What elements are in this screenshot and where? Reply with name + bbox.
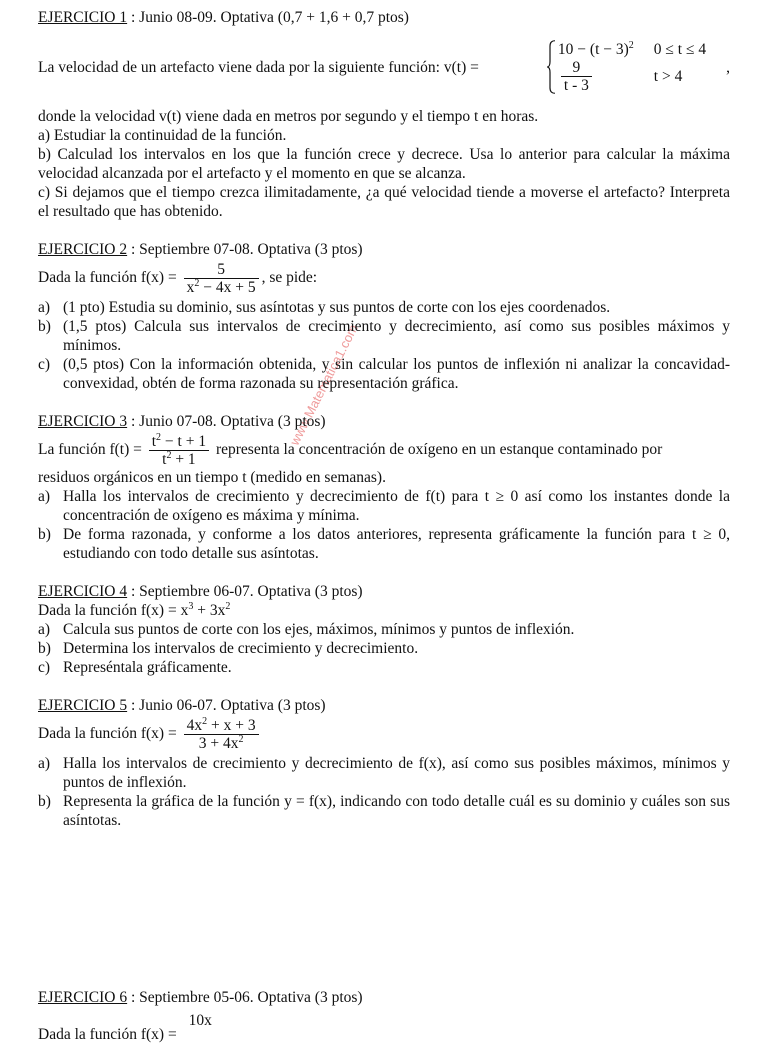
exercise-3-source: : Junio 07-08. Optativa (3 ptos) xyxy=(127,413,326,430)
exercise-2-fraction xyxy=(184,261,259,296)
exercise-5-source: : Junio 06-07. Optativa (3 ptos) xyxy=(127,697,326,714)
piecewise-table xyxy=(558,40,712,94)
piece-row-1 xyxy=(558,40,712,59)
exercise-1-source: : Junio 08-09. Optativa (0,7 + 1,6 + 0,7 ptos) xyxy=(127,9,409,26)
exercise-1-intro: La velocidad de un artefacto viene dada por la siguiente función: v(t) = xyxy=(38,58,479,76)
exercise-1-units: donde la velocidad v(t) viene dada en metros por segundo y el tiempo t en horas. xyxy=(38,108,539,125)
piece-1-expression: $10 - (t - 3)^2$ xyxy=(557,40,634,58)
exercise-5-intro: Dada la función f(x) = xyxy=(38,725,177,743)
exercise-3-numerator: $t^2 - t + 1$ xyxy=(151,432,207,450)
exercise-6-numerator: 10x xyxy=(188,1012,212,1029)
exercise-2-outro: , se pide: xyxy=(261,269,318,287)
exercise-4-number: EJERCICIO 4 xyxy=(38,583,128,600)
list-item: a) Calcula sus puntos de corte con los ejes, máximos, mínimos y puntos de inflexión. xyxy=(38,621,575,638)
exercise-5 xyxy=(38,696,730,830)
exercise-1 xyxy=(38,8,730,221)
piece-2-expression xyxy=(558,59,640,94)
list-item: b) Determina los intervalos de crecimiento y decrecimiento. xyxy=(38,640,419,657)
piece-2-numerator: 9 xyxy=(572,59,581,76)
exercise-3 xyxy=(38,412,730,563)
exercise-sheet xyxy=(38,8,730,1043)
exercise-6-number: EJERCICIO 6 xyxy=(38,989,128,1006)
left-brace-icon xyxy=(546,40,556,94)
exercise-6-intro: Dada la función f(x) = xyxy=(38,1026,177,1043)
exercise-2-statement xyxy=(38,261,730,296)
exercise-3-items xyxy=(38,487,730,563)
exercise-3-denominator: $t^2 + 1$ xyxy=(149,450,209,468)
list-item: b) De forma razonada, y conforme a los datos anteriores, representa gráficamente la función para t ≥ 0, estudiando con todo detalle sus asíntotas. xyxy=(38,526,730,562)
exercise-1-item-c: c) Si dejamos que el tiempo crezca ilimitadamente, ¿a qué velocidad tiende a moverse el artefacto? Interpreta el resultado que has obtenido. xyxy=(38,184,730,220)
watermark: www.Matematica1.com xyxy=(286,321,361,448)
exercise-2-items xyxy=(38,298,730,393)
exercise-4-items xyxy=(38,620,730,677)
list-item: a) (1 pto) Estudia su dominio, sus asíntotas y sus puntos de corte con los ejes coordenados. xyxy=(38,299,611,316)
exercise-3-intro: La función f(t) = xyxy=(38,441,142,459)
exercise-1-statement xyxy=(38,27,730,107)
piece-row-2 xyxy=(558,59,712,94)
exercise-2-header xyxy=(38,240,730,259)
exercise-2-intro: Dada la función f(x) = xyxy=(38,269,177,287)
exercise-6-source: : Septiembre 05-06. Optativa (3 ptos) xyxy=(127,989,363,1006)
piecewise-trailing-comma: , xyxy=(726,58,730,76)
exercise-3-header xyxy=(38,412,730,431)
exercise-3-number: EJERCICIO 3 xyxy=(38,413,128,430)
piece-2-denominator: t - 3 xyxy=(561,76,592,94)
exercise-5-number: EJERCICIO 5 xyxy=(38,697,128,714)
exercise-2-denominator: $x^2 - 4x + 5$ xyxy=(184,278,259,296)
exercise-2 xyxy=(38,240,730,393)
exercise-5-denominator: $3 + 4x^2$ xyxy=(184,734,259,752)
exercise-6-statement xyxy=(38,1011,730,1044)
exercise-4-source: : Septiembre 06-07. Optativa (3 ptos) xyxy=(127,583,363,600)
exercise-5-statement xyxy=(38,717,730,752)
exercise-5-header xyxy=(38,696,730,715)
exercise-1-number: EJERCICIO 1 xyxy=(38,9,128,26)
list-item: b) Representa la gráfica de la función y = f(x), indicando con todo detalle cuál es su dominio y cuáles son sus asíntotas. xyxy=(38,793,730,829)
piece-1-condition: 0 ≤ t ≤ 4 xyxy=(653,41,707,58)
piecewise-function xyxy=(546,40,712,94)
list-item: a) Halla los intervalos de crecimiento y decrecimiento de f(x), así como sus posibles máximos, mínimos y puntos de inflexión. xyxy=(38,755,730,791)
exercise-6-header xyxy=(38,988,730,1007)
exercise-4-header xyxy=(38,582,730,601)
exercise-2-source: : Septiembre 07-08. Optativa (3 ptos) xyxy=(127,241,363,258)
exercise-2-numerator: 5 xyxy=(217,261,225,278)
piece-2-condition: t > 4 xyxy=(653,68,683,85)
exercise-1-item-a: a) Estudiar la continuidad de la función. xyxy=(38,127,287,144)
exercise-1-header xyxy=(38,8,730,27)
exercise-3-statement xyxy=(38,433,730,468)
exercise-1-item-b: b) Calculad los intervalos en los que la función crece y decrece. Usa lo anterior para calcular la máxima velocidad alcanzada por el artefacto y el momento en que se alcanza. xyxy=(38,146,730,182)
exercise-3-fraction xyxy=(149,433,209,468)
exercise-5-numerator: $4x^2 + x + 3$ xyxy=(186,716,256,734)
exercise-4 xyxy=(38,582,730,677)
list-item: b) (1,5 ptos) Calcula sus intervalos de crecimiento y decrecimiento, así como sus posibles máximos y mínimos. xyxy=(38,318,730,354)
exercise-3-line2: residuos orgánicos en un tiempo t (medido en semanas). xyxy=(38,469,386,486)
exercise-5-fraction xyxy=(184,717,259,752)
exercise-2-number: EJERCICIO 2 xyxy=(38,241,128,258)
list-item: c) (0,5 ptos) Con la información obtenida, y sin calcular los puntos de inflexión ni analizar la concavidad-convexidad, obtén de forma razonada su representación gráfica. xyxy=(38,356,730,392)
piece-2-fraction xyxy=(561,59,592,94)
exercise-4-statement: Dada la función $f(x) = x^3 + 3x^2$ xyxy=(38,601,231,619)
exercise-5-items xyxy=(38,754,730,830)
exercise-3-outro: representa la concentración de oxígeno en un estanque contaminado por xyxy=(215,441,663,459)
exercise-6 xyxy=(38,988,730,1044)
list-item: c) Represéntala gráficamente. xyxy=(38,659,232,676)
list-item: a) Halla los intervalos de crecimiento y decrecimiento de f(t) para t ≥ 0 así como los instantes donde la concentración de oxígeno es máxima y mínima. xyxy=(38,488,730,524)
